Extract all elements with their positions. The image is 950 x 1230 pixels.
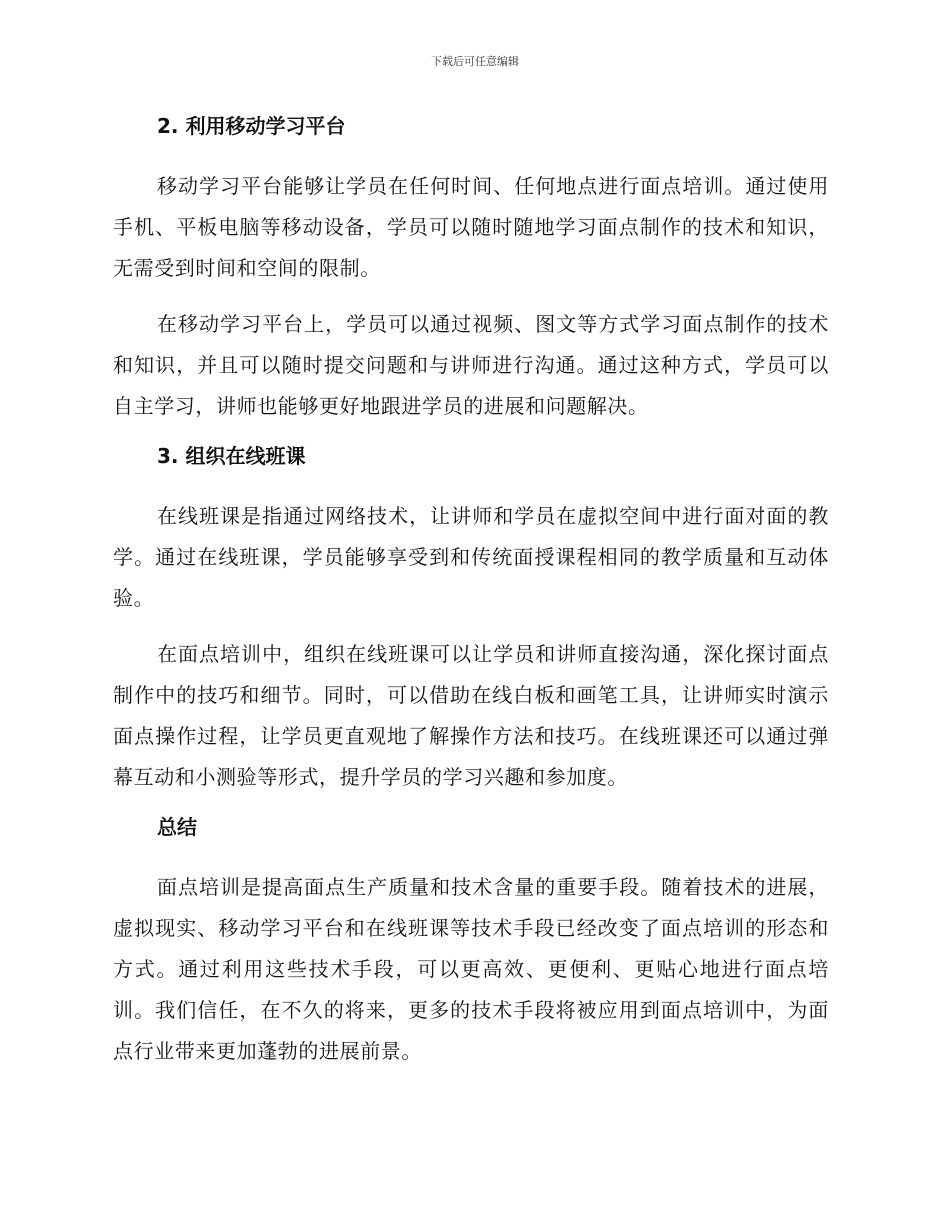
document-body bbox=[113, 112, 829, 1087]
section-summary bbox=[113, 813, 829, 1072]
paragraph: 在面点培训中，组织在线班课可以让学员和讲师直接沟通，深化探讨面点制作中的技巧和细节。同时，可以借助在线白板和画笔工具，让讲师实时演示面点操作过程，让学员更直观地了解操作方法和技巧。在线班课还可以通过弹幕互动和小测验等形式，提升学员的学习兴趣和参加度。 bbox=[113, 642, 829, 789]
section-heading: 2. 利用移动学习平台 bbox=[157, 114, 346, 138]
page-header: 下载后可任意编辑 bbox=[431, 55, 519, 68]
section-heading: 3. 组织在线班课 bbox=[157, 444, 306, 468]
paragraph: 在移动学习平台上，学员可以通过视频、图文等方式学习面点制作的技术和知识，并且可以随时提交问题和与讲师进行沟通。通过这种方式，学员可以自主学习，讲师也能够更好地跟进学员的进展和问题解决。 bbox=[113, 312, 829, 418]
paragraph: 在线班课是指通过网络技术，让讲师和学员在虚拟空间中进行面对面的教学。通过在线班课，学员能够享受到和传统面授课程相同的教学质量和互动体验。 bbox=[113, 504, 829, 610]
paragraph: 面点培训是提高面点生产质量和技术含量的重要手段。随着技术的进展，虚拟现实、移动学习平台和在线班课等技术手段已经改变了面点培训的形态和方式。通过利用这些技术手段，可以更高效、更便利、更贴心地进行面点培训。我们信任，在不久的将来，更多的技术手段将被应用到面点培训中，为面点行业带来更加蓬勃的进展前景。 bbox=[113, 875, 829, 1063]
section-mobile-learning bbox=[113, 112, 829, 427]
section-online-class bbox=[113, 442, 829, 798]
section-heading: 总结 bbox=[157, 815, 197, 839]
paragraph: 移动学习平台能够让学员在任何时间、任何地点进行面点培训。通过使用手机、平板电脑等移动设备，学员可以随时随地学习面点制作的技术和知识，无需受到时间和空间的限制。 bbox=[113, 174, 829, 280]
